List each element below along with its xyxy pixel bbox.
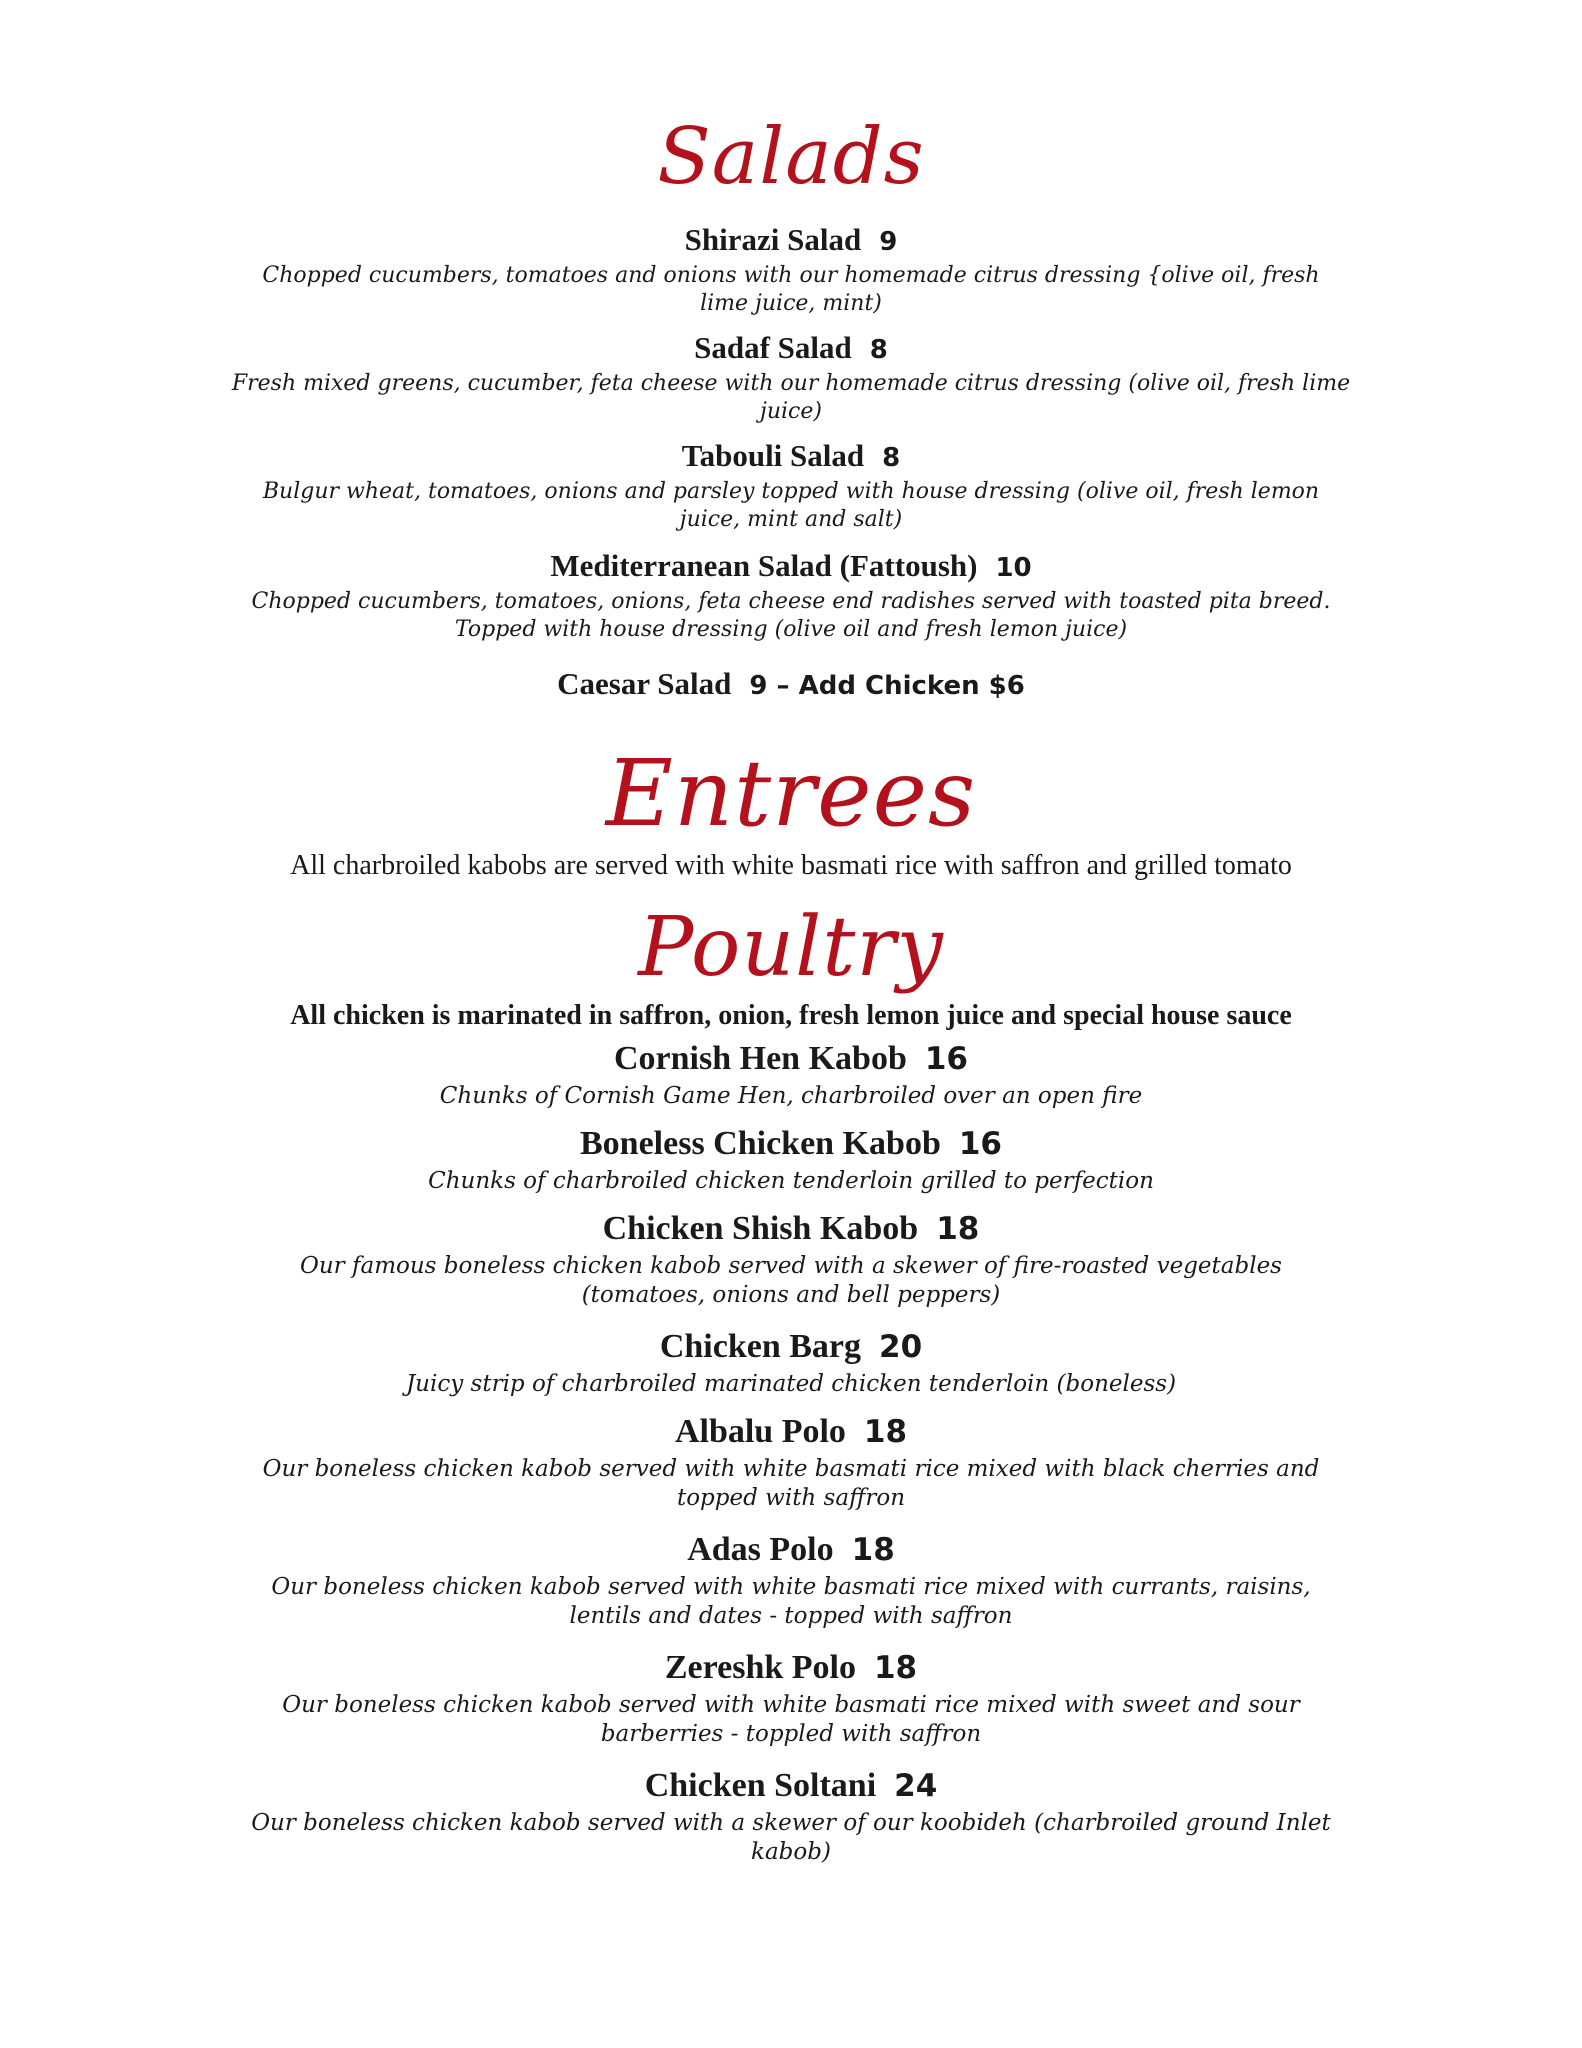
item-description: Chopped cucumbers, tomatoes, onions, feta cheese end radishes served with toasted pita breed. Topped with house dressing (olive oil and fresh lemon juice) <box>251 589 1331 642</box>
item-price: 9 – Add Chicken $6 <box>749 671 1025 701</box>
item-price: 18 <box>936 1211 980 1247</box>
item-description: Our boneless chicken kabob served with white basmati rice mixed with black cherries and topped with saffron <box>262 1456 1320 1511</box>
item-name: Chicken Barg <box>659 1328 862 1365</box>
salads-heading: Salads <box>657 112 925 202</box>
menu-item-cornish-hen-kabob <box>0 1040 1582 1111</box>
item-name: Shirazi Salad <box>684 222 862 257</box>
item-price: 18 <box>851 1532 895 1568</box>
item-description: Our boneless chicken kabob served with a skewer of our koobideh (charbroiled ground Inlet kabob) <box>251 1810 1331 1865</box>
item-price: 24 <box>894 1768 938 1804</box>
item-description: Chunks of charbroiled chicken tenderloin grilled to perfection <box>428 1168 1154 1194</box>
menu-item-tabouli-salad <box>0 438 1582 533</box>
item-name: Mediterranean Salad (Fattoush) <box>550 548 978 583</box>
item-price: 20 <box>879 1329 923 1365</box>
item-price: 8 <box>882 443 901 473</box>
item-description: Our boneless chicken kabob served with white basmati rice mixed with sweet and sour barberries - toppled with saffron <box>282 1692 1300 1747</box>
item-price: 18 <box>863 1414 908 1450</box>
item-price: 16 <box>958 1126 1002 1162</box>
menu-item-fattoush-salad <box>0 548 1582 643</box>
item-description: Our famous boneless chicken kabob served with a skewer of fire-roasted vegetables (tomatoes, onions and bell peppers) <box>300 1253 1282 1308</box>
menu-item-chicken-shish-kabob <box>0 1210 1582 1310</box>
item-name: Tabouli Salad <box>681 438 865 473</box>
menu-item-chicken-barg <box>0 1328 1582 1399</box>
entrees-note: All charbroiled kabobs are served with white basmati rice with saffron and grilled tomato <box>290 850 1292 881</box>
entrees-heading: Entrees <box>605 740 977 847</box>
menu-item-zereshk-polo <box>0 1649 1582 1749</box>
item-name: Sadaf Salad <box>694 330 852 365</box>
menu-item-albalu-polo <box>0 1413 1582 1513</box>
menu-item-boneless-chicken-kabob <box>0 1125 1582 1196</box>
item-name: Cornish Hen Kabob <box>614 1040 907 1077</box>
item-name: Adas Polo <box>687 1531 834 1568</box>
poultry-note: All chicken is marinated in saffron, onion, fresh lemon juice and special house sauce <box>290 1000 1292 1031</box>
item-description: Juicy strip of charbroiled marinated chicken tenderloin (boneless) <box>405 1371 1177 1397</box>
item-description: Fresh mixed greens, cucumber, feta cheese with our homemade citrus dressing (olive oil, fresh lime juice) <box>231 371 1351 424</box>
menu-item-caesar-salad <box>0 666 1582 702</box>
item-name: Albalu Polo <box>674 1413 846 1450</box>
item-price: 18 <box>873 1650 918 1686</box>
item-price: 9 <box>879 227 898 257</box>
item-description: Bulgur wheat, tomatoes, onions and parsley topped with house dressing (olive oil, fresh lemon juice, mint and salt) <box>262 479 1320 532</box>
item-price: 10 <box>995 553 1032 583</box>
menu-item-adas-polo <box>0 1531 1582 1631</box>
menu-item-sadaf-salad <box>0 330 1582 425</box>
menu-item-chicken-soltani <box>0 1767 1582 1867</box>
poultry-heading: Poultry <box>638 900 944 995</box>
item-name: Chicken Shish Kabob <box>602 1210 919 1247</box>
item-name: Boneless Chicken Kabob <box>580 1125 941 1162</box>
item-description: Chunks of Cornish Game Hen, charbroiled over an open fire <box>439 1083 1143 1109</box>
item-name: Zereshk Polo <box>664 1649 856 1686</box>
item-price: 8 <box>869 335 888 365</box>
item-name: Caesar Salad <box>557 666 732 701</box>
item-description: Our boneless chicken kabob served with white basmati rice mixed with currants, raisins, lentils and dates - topped with saffron <box>271 1574 1311 1629</box>
item-description: Chopped cucumbers, tomatoes and onions with our homemade citrus dressing {olive oil, fresh lime juice, mint) <box>262 263 1320 316</box>
item-price: 16 <box>924 1041 968 1077</box>
menu-item-shirazi-salad <box>0 222 1582 317</box>
item-name: Chicken Soltani <box>644 1767 877 1804</box>
